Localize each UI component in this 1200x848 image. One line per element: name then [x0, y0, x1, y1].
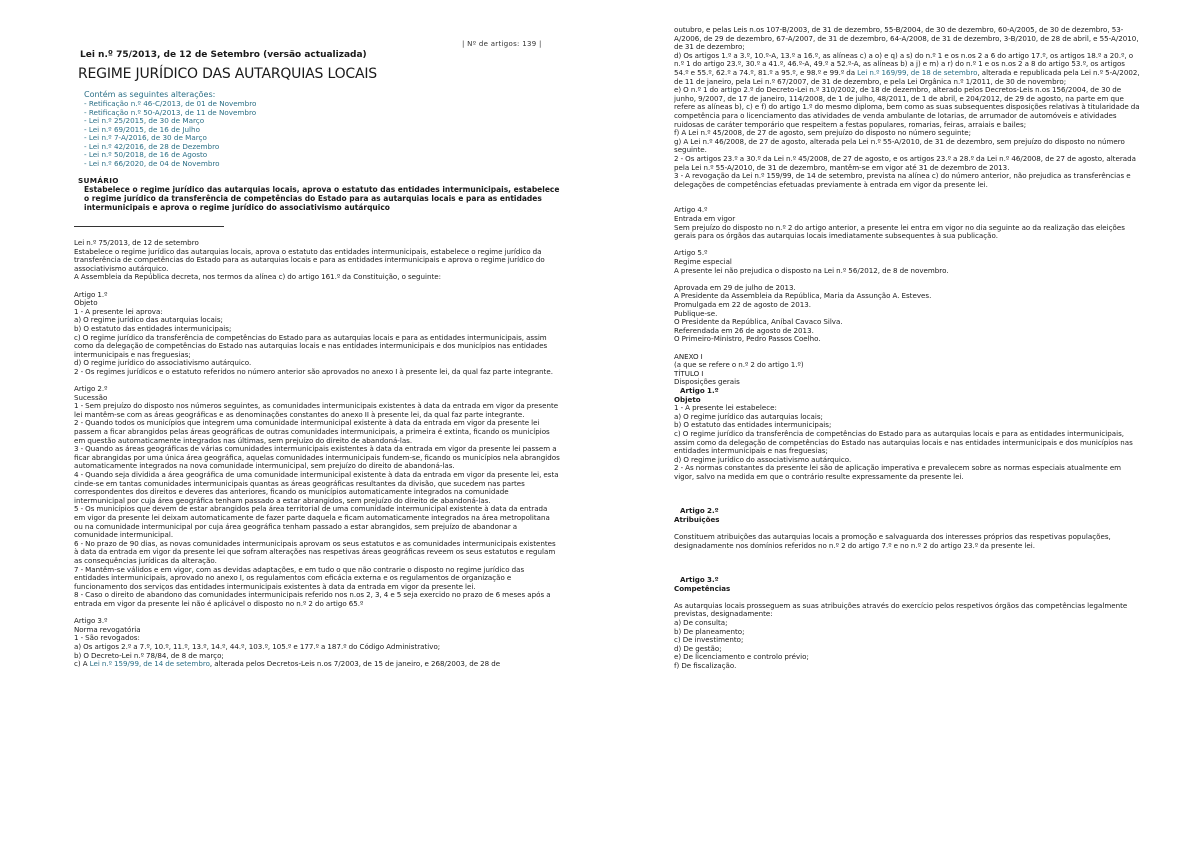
- change-link[interactable]: - Lei n.º 50/2018, de 16 de Agosto: [84, 150, 208, 159]
- annex-article-text: c) De investimento;: [674, 635, 744, 645]
- change-link[interactable]: - Lei n.º 69/2015, de 16 de Julho: [84, 124, 200, 134]
- article-text: a) Os artigos 2.º a 7.º, 10.º, 11.º, 13.º, 14.º, 44.º, 103.º, 105.º e 177.º a 187.º do Código Administrativo;: [74, 641, 441, 651]
- change-link[interactable]: - Lei n.º 42/2016, de 28 de Dezembro: [84, 141, 220, 151]
- article-text: 3 - Quando as áreas geográficas de várias comunidades intermunicipais existentes à data da entrada em vigor da presente lei passem a ficar abrangidas por uma única área geográfica, aquelas comunidades intermunicipais fundem-se, ficando os municípios nela abrangidos automaticamente integrados na nova comunidade intermunicipal, sem prejuízo do direito de abandoná-las.: [74, 444, 560, 471]
- divider: [74, 226, 224, 227]
- article-text: 5 - Os municípios que devem de estar abrangidos pela área territorial de uma comunidade intermunicipal existente à data da entrada em vigor da presente lei deixam automaticamente de fazer parte daquela e ficam automaticamente integrados na área metropolitana ou na comunidade intermunicipal por cuja área geográfica tenham passado a estar abrangidos, sem prejuízo de abandonar a comunidade intermunicipal.: [74, 504, 550, 540]
- change-link[interactable]: - Lei n.º 25/2015, de 30 de Março: [84, 116, 205, 125]
- article-subtitle: Sucessão: [74, 392, 108, 402]
- approval-line: O Primeiro-Ministro, Pedro Passos Coelho.: [674, 334, 821, 344]
- article-heading: Artigo 2.º: [74, 384, 108, 394]
- article-text: f) A Lei n.º 45/2008, de 27 de agosto, sem prejuízo do disposto no número seguinte;: [674, 128, 971, 138]
- article-subtitle: Regime especial: [674, 257, 732, 267]
- article-text: c) O regime jurídico da transferência de competências do Estado para as autarquias locais e para as entidades intermunicipais, assim como da delegação de competências do Estado nas autarquias locais e nas entidades intermunicipais e dos municípios nas entidades intermunicipais e nas freguesias;: [74, 332, 548, 359]
- summary-heading: SUMÁRIO: [78, 176, 119, 185]
- article-heading: Artigo 1.º: [74, 289, 108, 299]
- article-text: 8 - Caso o direito de abandono das comunidades intermunicipais referido nos n.os 2, 3, 4 e 5 seja exercido no prazo de 6 meses após a entrada em vigor da presente lei não é aplicável o disposto no n.º 2 do artigo 65.º: [74, 590, 551, 608]
- article-subtitle: Entrada em vigor: [674, 214, 736, 224]
- main-title: REGIME JURÍDICO DAS AUTARQUIAS LOCAIS: [78, 66, 377, 82]
- annex-article-text: As autarquias locais prosseguem as suas atribuições através do exercício pelos respetivos órgãos das competências legalmente previstas, designadamente:: [674, 600, 1128, 619]
- annex-article-text: Constituem atribuições das autarquias locais a promoção e salvaguarda dos interesses próprios das respetivas populações, designadamente nos domínios referidos no n.º 2 do artigo 7.º e no n.º 2 do artigo 23.º da presente lei.: [674, 532, 1111, 550]
- article-text: b) O estatuto das entidades intermunicipais;: [74, 323, 232, 333]
- annex-article-subtitle: Competências: [674, 583, 731, 593]
- article-text: 1 - São revogados:: [74, 633, 140, 643]
- article-heading: Artigo 5.º: [674, 248, 708, 258]
- article-text: 2 - Quando todos os municípios que integrem uma comunidade intermunicipal existente à data da entrada em vigor da presente lei passem a ficar abrangidos pelas áreas geográficas de outras comunidades intermunicipais, a primeira é extinta, ficando os municípios em questão automaticamente integrados nas últimas, sem prejuízo do direito de abandoná-las.: [74, 418, 550, 445]
- article-count: | Nº de artigos: 139 |: [462, 40, 542, 48]
- article-text: g) A Lei n.º 46/2008, de 27 de agosto, alterada pela Lei n.º 55-A/2010, de 31 de dezembro, sem prejuízo do disposto no número seguinte.: [674, 136, 1125, 155]
- annex-article-text: 1 - A presente lei estabelece:: [674, 403, 777, 413]
- approval-line: A Presidente da Assembleia da República, Maria da Assunção A. Esteves.: [674, 291, 932, 301]
- article-heading: Artigo 3.º: [74, 616, 108, 626]
- changes-list: [84, 100, 560, 168]
- article-text: c) A Lei n.º 159/99, de 14 de setembro, alterada pelos Decretos-Leis n.os 7/2003, de 15 de janeiro, e 268/2003, de 28 de: [74, 659, 501, 669]
- article-text: 3 - A revogação da Lei n.º 159/99, de 14 de setembro, prevista na alínea c) do número anterior, não prejudica as transferências e delegações de competências efetuadas previamente à entrada em vigor da presente lei.: [674, 171, 1131, 189]
- change-link[interactable]: - Retificação n.º 46-C/2013, de 01 de Novembro: [84, 99, 257, 108]
- article-text: A presente lei não prejudica o disposto na Lei n.º 56/2012, de 8 de novembro.: [674, 265, 949, 275]
- annex-article-text: a) De consulta;: [674, 617, 728, 627]
- summary-text: Estabelece o regime jurídico das autarquias locais, aprova o estatuto das entidades intermunicipais, estabelece o regime jurídico da transferência de competências do Estado para as autarquias locais e para as entidades intermunicipais e aprova o regime jurídico do associativismo autárquico: [84, 185, 560, 212]
- annex-article-heading: Artigo 3.º: [680, 575, 719, 584]
- article-text: 1 - Sem prejuízo do disposto nos números seguintes, as comunidades intermunicipais existentes à data da entrada em vigor da presente lei mantêm-se com as áreas geográficas e as denominações constantes do anexo II à presente lei, da qual faz parte integrante.: [74, 401, 559, 419]
- approval-line: Publique-se.: [674, 308, 718, 318]
- annex-article-text: b) De planeamento;: [674, 626, 745, 636]
- title-subtitle: Disposições gerais: [674, 377, 740, 387]
- right-page: [600, 0, 1200, 848]
- article-text: Sem prejuízo do disposto no n.º 2 do artigo anterior, a presente lei entra em vigor no dia seguinte ao da realização das eleições gerais para os órgãos das autarquias locais imediatamente subsequentes à sua publicação.: [674, 222, 1125, 241]
- changes-heading: Contém as seguintes alterações:: [84, 90, 216, 99]
- article-text: 2 - Os regimes jurídicos e o estatuto referidos no número anterior são aprovados no anexo I à presente lei, da qual faz parte integrante.: [74, 366, 553, 376]
- article-heading: Artigo 4.º: [674, 205, 708, 215]
- change-link[interactable]: - Lei n.º 66/2020, de 04 de Novembro: [84, 158, 220, 168]
- annex-article-text: e) De licenciamento e controlo prévio;: [674, 652, 809, 662]
- article-text: 2 - Os artigos 23.º a 30.º da Lei n.º 45/2008, de 27 de agosto, e os artigos 23.º a 28.º da Lei n.º 46/2008, de 27 de agosto, alterada pela Lei n.º 55-A/2010, de 31 de dezembro, mantêm-se em vigor até 31 de dezembro de 2013.: [674, 153, 1136, 172]
- annex-article-text: d) De gestão;: [674, 643, 722, 653]
- annex-article-text: a) O regime jurídico das autarquias locais;: [674, 411, 823, 421]
- article-text: a) O regime jurídico das autarquias locais;: [74, 315, 223, 325]
- article-subtitle: Norma revogatória: [74, 624, 141, 634]
- annex-article-subtitle: Atribuições: [674, 514, 720, 524]
- annex-article-text: b) O estatuto das entidades intermunicipais;: [674, 420, 832, 430]
- article-text: e) O n.º 1 do artigo 2.º do Decreto-Lei n.º 310/2002, de 18 de dezembro, alterado pelos Decretos-Leis n.os 156/2004, de 30 de junho, 9/2007, de 17 de janeiro, 114/2008, de 1 de julho, 48/2011, de 1 de abril, e 204/2012, de 29 de agosto, na parte em que refere as alíneas b), c) e f) do artigo 1.º do mesmo diploma, bem como as suas subsequentes disposições relativas à titularidade da competência para o licenciamento das atividades de venda ambulante de lotarias, de arrumador de automóveis e atividades ruidosas de caráter temporário que respeitem a festas populares, romarias, feiras, arraiais e bailes;: [674, 85, 1140, 129]
- intro-line: A Assembleia da República decreta, nos termos da alínea c) do artigo 161.º da Constituição, o seguinte:: [74, 272, 442, 282]
- change-link[interactable]: - Retificação n.º 50-A/2013, de 11 de Novembro: [84, 107, 257, 117]
- approval-line: Promulgada em 22 de agosto de 2013.: [674, 300, 812, 309]
- annex-heading: ANEXO I: [674, 351, 703, 361]
- article-text: outubro, e pelas Leis n.os 107-B/2003, de 31 de dezembro, 55-B/2004, de 30 de dezembro, 60-A/2005, de 30 de dezembro, 53-A/2006, de 29 de dezembro, 67-A/2007, de 31 de dezembro, 64-A/2008, de 31 de dezembro, 3-B/2010, de 28 de abril, e 55-A/2010, de 31 de dezembro;: [674, 25, 1139, 52]
- article-text: 7 - Mantêm-se válidos e em vigor, com as devidas adaptações, e em tudo o que não contrarie o disposto no regime jurídico das entidades intermunicipais, aprovado no anexo I, os regulamentos com eficácia externa e os regulamentos de organização e funcionamento dos serviços das entidades intermunicipais existentes à data da entrada em vigor da presente lei.: [74, 564, 525, 591]
- approval-line: O Presidente da República, Aníbal Cavaco Silva.: [674, 317, 843, 327]
- law-link[interactable]: Lei n.º 159/99, de 14 de setembro: [89, 659, 210, 669]
- title-heading: TÍTULO I: [674, 368, 704, 378]
- article-text: 4 - Quando seja dividida a área geográfica de uma comunidade intermunicipal existente à data da entrada em vigor da presente lei, esta cinde-se em tantas comunidades intermunicipais quantas as áreas geográficas resultantes da divisão, que sucedem nas partes correspondentes dos direitos e deveres das anteriores, ficando os municípios automaticamente integrados na comunidade intermunicipal por cuja área geográfica tenham passado a estar abrangidos, sem prejuízo do direito de abandoná-las.: [74, 470, 559, 505]
- annex-article-text: 2 - As normas constantes da presente lei são de aplicação imperativa e prevalecem sobre as normas especiais atualmente em vigor, salvo na medida em que o contrário resulte expressamente da presente lei.: [674, 463, 1122, 481]
- intro-line: Lei n.º 75/2013, de 12 de setembro: [74, 238, 199, 247]
- annex-note: (a que se refere o n.º 2 do artigo 1.º): [674, 360, 804, 370]
- annex-article-text: f) De fiscalização.: [674, 660, 737, 670]
- article-text: d) Os artigos 1.º a 3.º, 10.º-A, 13.º a 16.º, as alíneas c) a o) e q) a s) do n.º 1 e os n.os 2 a 6 do artigo 17.º, os artigos 18.º a 20.º, o n.º 1 do artigo 23.º, 30.º a 41.º, 46.º-A, 49.º a 52.º-A, as alíneas b) a j) e m) a r) do n.º 1 e os n.os 2 a 8 do artigo 53.º, os artigos 54.º e 55.º, 62.º a 74.º, 81.º a 95.º, e 98.º e 99.º da Lei n.º 169/99, de 18 de setembro, alterada e republicada pela Lei n.º 5-A/2002, de 11 de janeiro, pela Lei n.º 67/2007, de 31 de dezembro, e pela Lei Orgânica n.º 1/2011, de 30 de novembro;: [674, 50, 1140, 86]
- law-title: Lei n.º 75/2013, de 12 de Setembro (versão actualizada): [80, 50, 367, 60]
- annex-article-text: c) O regime jurídico da transferência de competências do Estado para as autarquias locais e para as entidades intermunicipais, assim como da delegação de competências do Estado nas autarquias locais e nas entidades intermunicipais e dos municípios nas entidades intermunicipais e nas freguesias;: [674, 428, 1133, 456]
- intro-line: Estabelece o regime jurídico das autarquias locais, aprova o estatuto das entidades intermunicipais, estabelece o regime jurídico da transferência de competências do Estado para as autarquias locais e para as entidades intermunicipais e aprova o regime jurídico do associativismo autárquico.: [74, 246, 545, 273]
- article-subtitle: Objeto: [74, 298, 98, 308]
- approval-line: Aprovada em 29 de julho de 2013.: [674, 282, 796, 292]
- law-link[interactable]: Lei n.º 169/99, de 18 de setembro: [857, 67, 978, 77]
- article-text: 6 - No prazo de 90 dias, as novas comunidades intermunicipais aprovam os seus estatutos e as comunidades intermunicipais existentes à data da entrada em vigor da presente lei que sofram alterações nas respetivas áreas geográficas reveem os seus estatutos e regulam as consequências jurídicas da alteração.: [74, 538, 556, 565]
- change-link[interactable]: - Lei n.º 7-A/2016, de 30 de Março: [84, 133, 207, 142]
- annex-article-text: d) O regime jurídico do associativismo autárquico.: [674, 454, 852, 464]
- approval-line: Referendada em 26 de agosto de 2013.: [674, 325, 814, 335]
- annex-article-heading: Artigo 2.º: [680, 506, 719, 516]
- article-text: 1 - A presente lei aprova:: [74, 306, 163, 316]
- article-text: b) O Decreto-Lei n.º 78/84, de 8 de março;: [74, 650, 224, 660]
- annex-article-heading: Artigo 1.º: [680, 385, 719, 395]
- article-text: d) O regime jurídico do associativismo autárquico.: [74, 358, 252, 368]
- annex-article-subtitle: Objeto: [674, 394, 701, 404]
